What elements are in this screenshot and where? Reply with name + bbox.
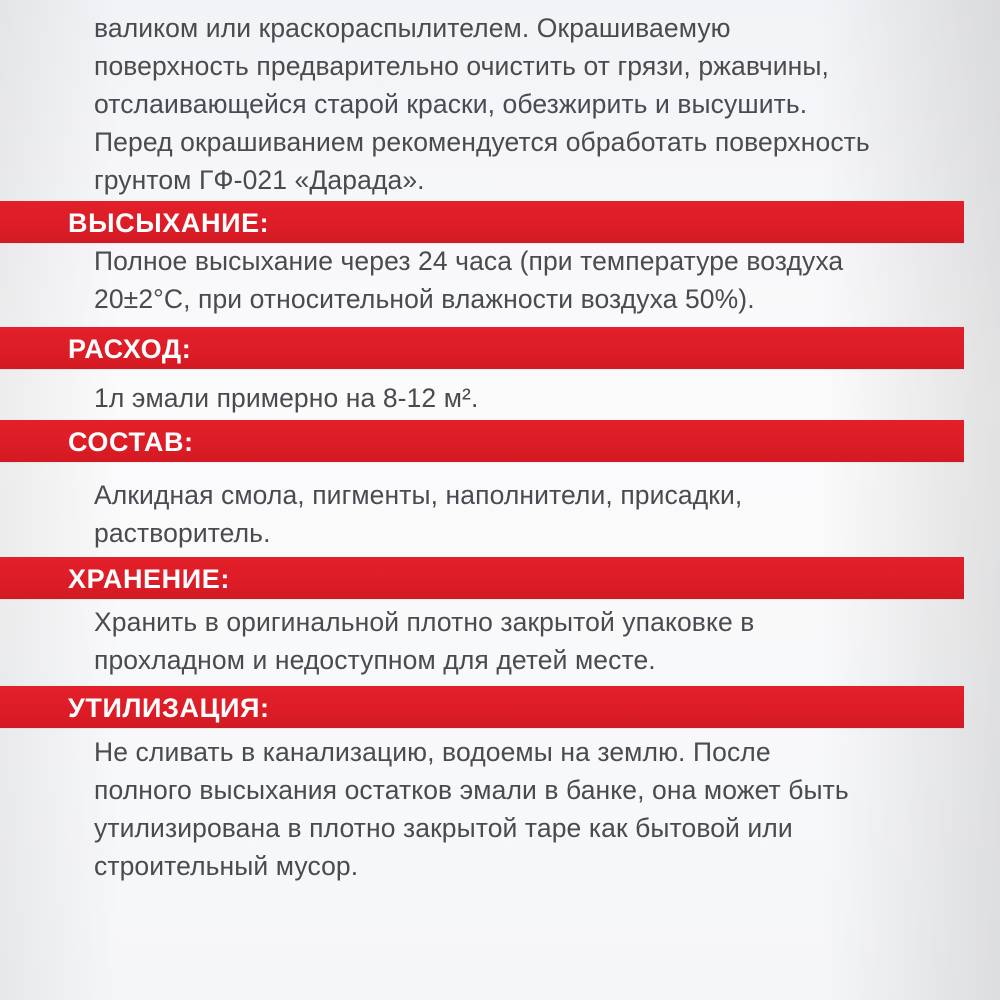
storage-line: Хранить в оригинальной плотно закрытой упаковке в <box>94 607 755 637</box>
storage-heading: ХРАНЕНИЕ: <box>68 564 230 594</box>
disposal-line: утилизирована в плотно закрытой таре как бытовой или <box>94 813 793 843</box>
disposal-header <box>0 686 964 728</box>
composition-heading: СОСТАВ: <box>68 427 194 457</box>
application-instructions <box>94 9 870 199</box>
disposal-heading: УТИЛИЗАЦИЯ: <box>68 693 270 723</box>
consumption-text <box>94 379 478 417</box>
composition-header <box>0 420 964 462</box>
intro-line: валиком или краскораспылителем. Окрашиваемую <box>94 13 731 43</box>
composition-line: Алкидная смола, пигменты, наполнители, присадки, <box>94 480 743 510</box>
drying-line: 20±2°С, при относительной влажности воздуха 50%). <box>94 284 755 314</box>
composition-line: растворитель. <box>94 518 271 548</box>
drying-text <box>94 242 843 318</box>
storage-header <box>0 557 964 599</box>
disposal-text <box>94 733 849 885</box>
drying-line: Полное высыхание через 24 часа (при температуре воздуха <box>94 246 844 276</box>
intro-line: отслаивающейся старой краски, обезжирить и высушить. <box>94 89 808 119</box>
intro-line: грунтом ГФ-021 «Дарада». <box>94 165 425 195</box>
consumption-header <box>0 327 964 369</box>
disposal-line: полного высыхания остатков эмали в банке, она может быть <box>94 775 849 805</box>
consumption-line: 1л эмали примерно на 8-12 м². <box>94 383 479 413</box>
storage-text <box>94 603 754 679</box>
intro-line: Перед окрашиванием рекомендуется обработать поверхность <box>94 127 870 157</box>
composition-text <box>94 476 742 552</box>
storage-line: прохладном и недоступном для детей месте. <box>94 645 656 675</box>
disposal-line: Не сливать в канализацию, водоемы на землю. После <box>94 737 771 767</box>
drying-heading: ВЫСЫХАНИЕ: <box>68 208 270 238</box>
intro-line: поверхность предварительно очистить от грязи, ржавчины, <box>94 51 829 81</box>
drying-header <box>0 201 964 243</box>
disposal-line: строительный мусор. <box>94 851 359 881</box>
consumption-heading: РАСХОД: <box>68 334 192 364</box>
